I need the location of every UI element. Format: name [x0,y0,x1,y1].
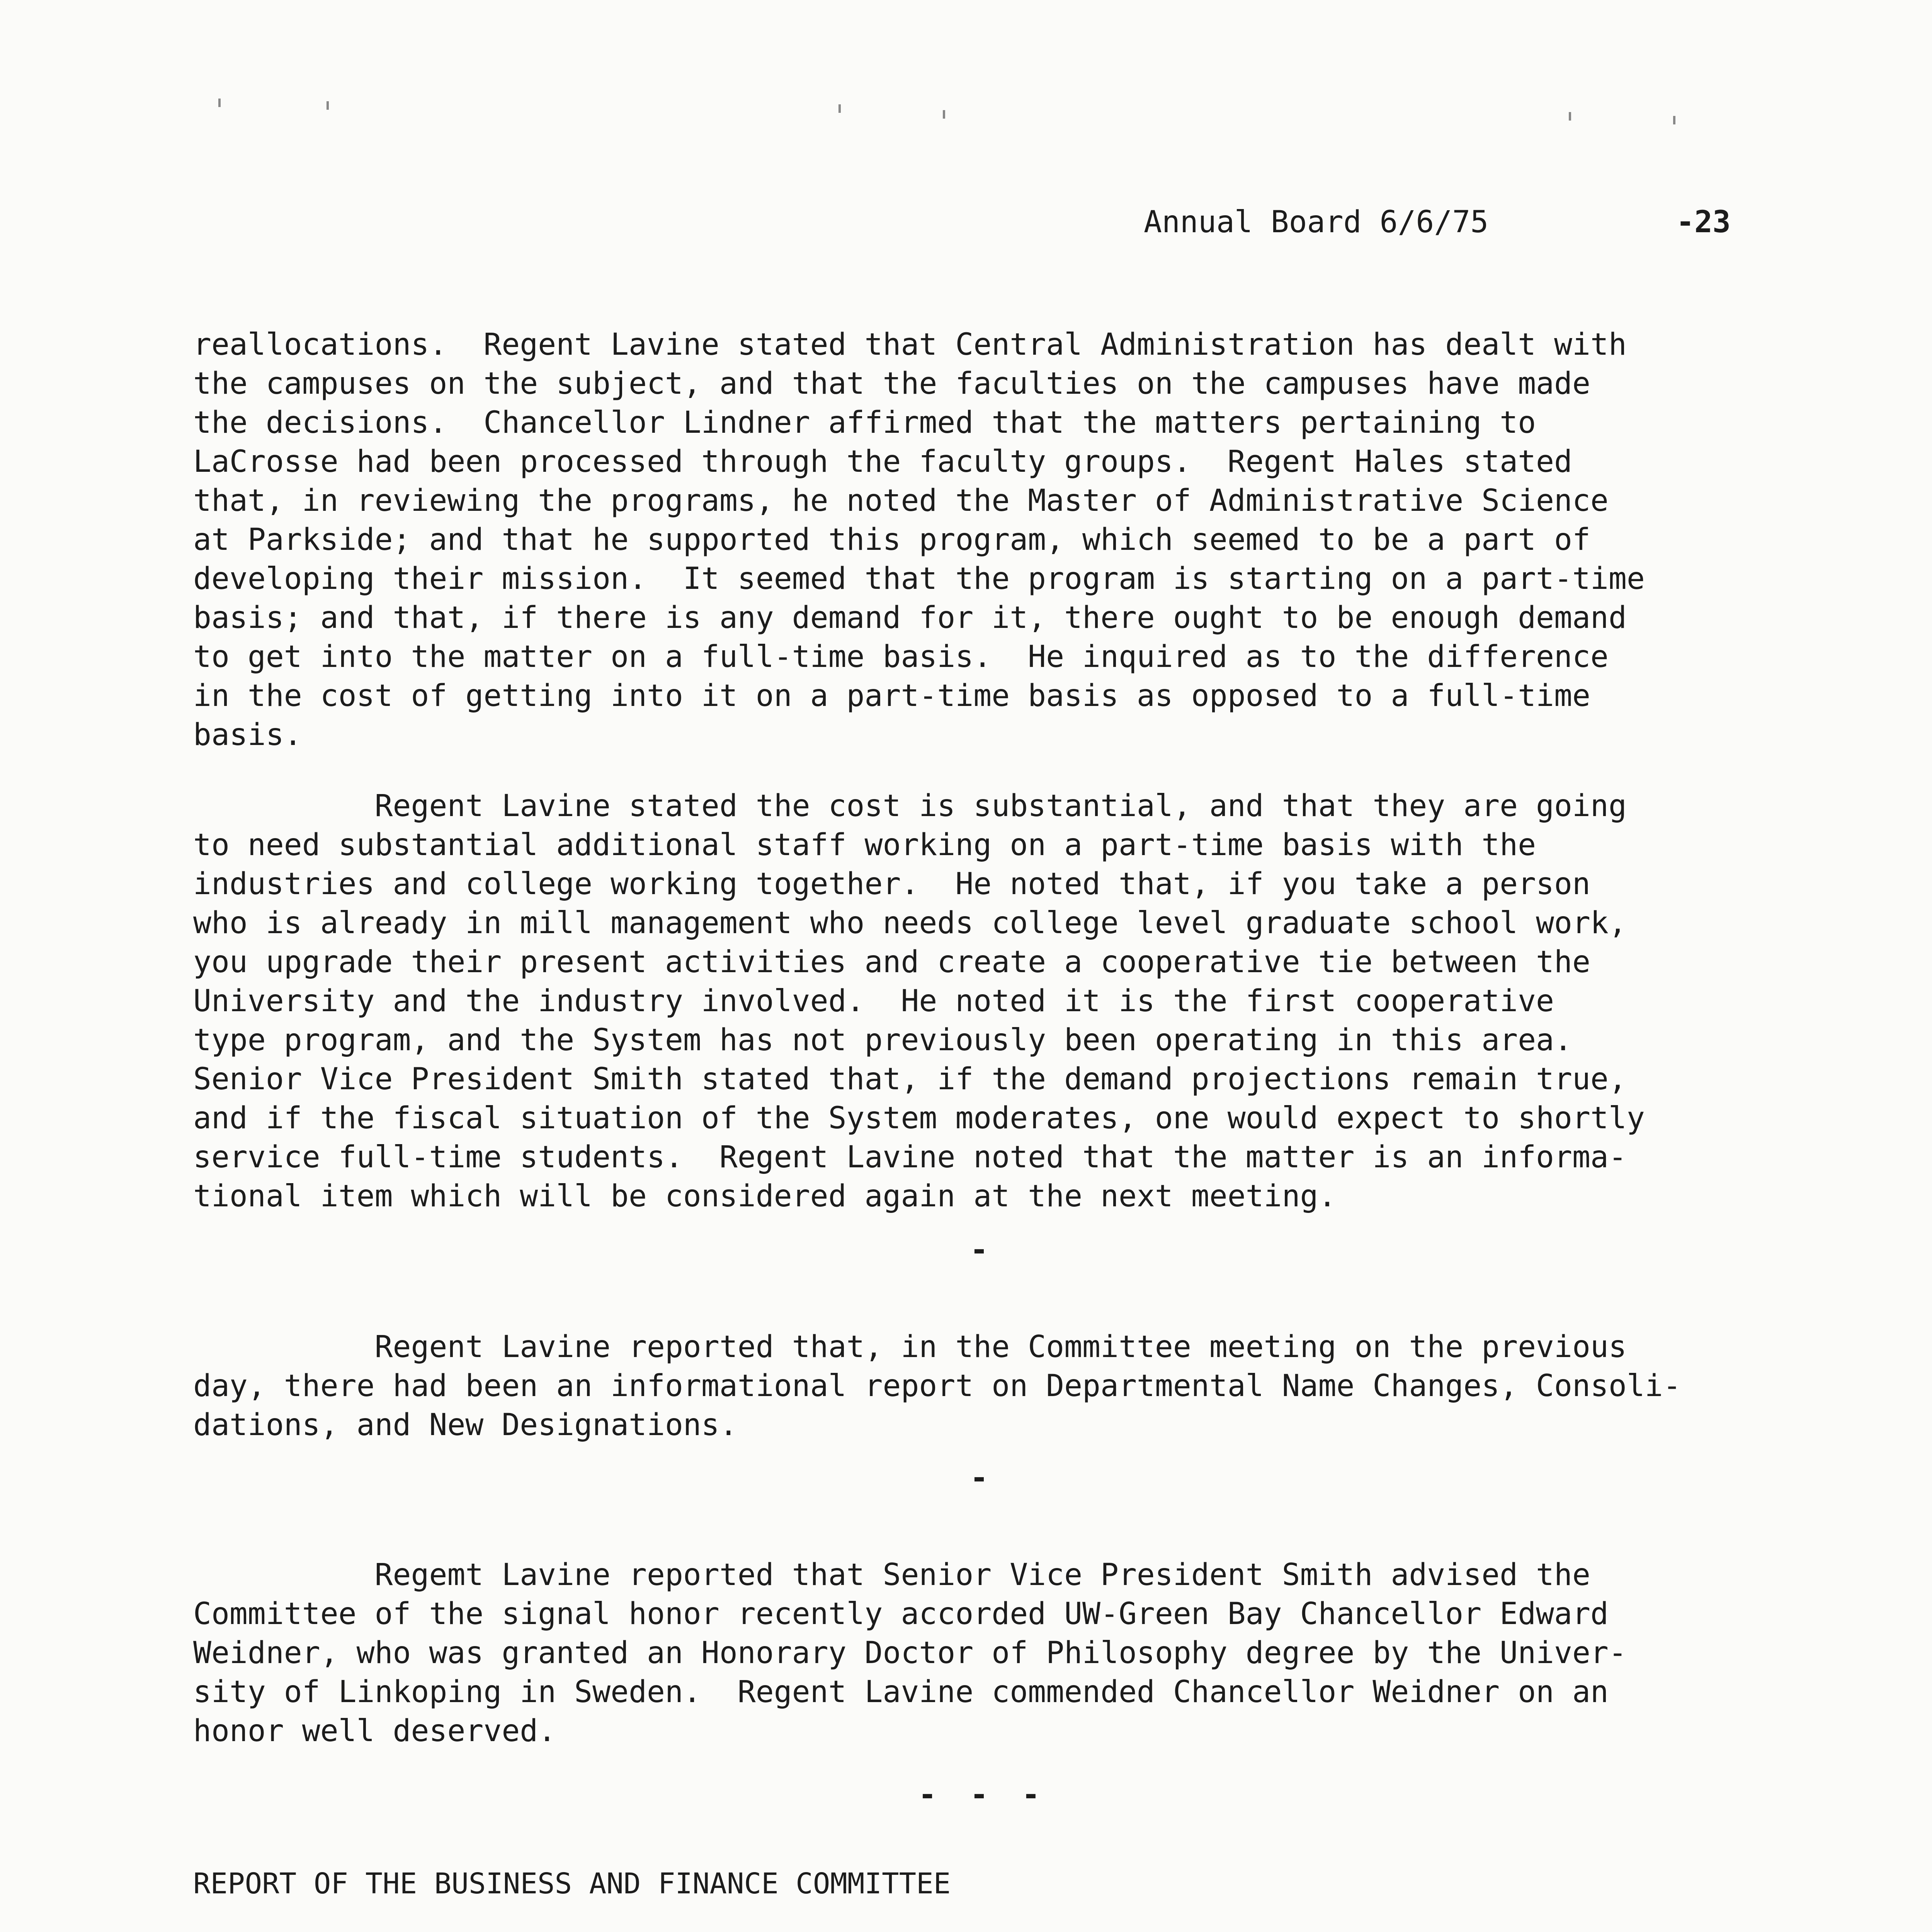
separator-1: - [970,1233,996,1267]
scan-speck [838,104,841,113]
separator-3: - - - [918,1777,1048,1812]
header-title: Annual Board 6/6/75 [1144,205,1489,240]
paragraph-reallocations: reallocations. Regent Lavine stated that Central Administration has dealt with the campuses on the subject, and that the faculties on the campuses have made the decisions. Chancellor Lindner affirmed that the matters pertaining to LaCrosse had been processed through the faculty groups. Regent Hales stated that, in reviewing the programs, he noted the Master of Administrative Science at Parkside; and that he supported this program, which seemed to be a part of developing their mission. It seemed that the program is starting on a part-time basis; and that, if there is any demand for it, there ought to be enough demand to get into the matter on a full-time basis. He inquired as to the difference in the cost of getting into it on a part-time basis as opposed to a full-time basis. [193,327,1645,752]
separator-2: - [970,1461,996,1495]
section-heading: REPORT OF THE BUSINESS AND FINANCE COMMITTEE [193,1867,951,1900]
paragraph-signal-honor: Regemt Lavine reported that Senior Vice President Smith advised the Committee of the signal honor recently accorded UW-Green Bay Chancellor Edward Weidner, who was granted an Honorary Doctor of Philosophy degree by the Univer- sity of Linkoping in Sweden. Regent Lavine commended Chancellor Weidner on an honor well deserved. [193,1558,1627,1748]
scan-speck [218,99,221,107]
paragraph-name-changes: Regent Lavine reported that, in the Committee meeting on the previous day, there had been an informational report on Departmental Name Changes, Consoli- dations, and New Designations. [193,1330,1681,1442]
paragraph-cost-substantial: Regent Lavine stated the cost is substantial, and that they are going to need substantial additional staff working on a part-time basis with the industries and college working together. He noted that, if you take a person who is already in mill management who needs college level graduate school work, you upgrade their present activities and create a cooperative tie between the University and the industry involved. He noted it is the first cooperative type program, and the System has not previously been operating in this area. Senior Vice President Smith stated that, if the demand projections remain true, and if the fiscal situation of the System moderates, one would expect to shortly service full-time students. Regent Lavine noted that the matter is an informa- tional item which will be considered again at the next meeting. [193,789,1645,1214]
page-header [1144,205,1731,240]
header-page-number: -23 [1676,205,1731,240]
scan-speck [943,110,945,119]
scan-speck [1673,116,1675,124]
scan-speck [327,101,329,110]
scan-speck [1569,112,1571,121]
